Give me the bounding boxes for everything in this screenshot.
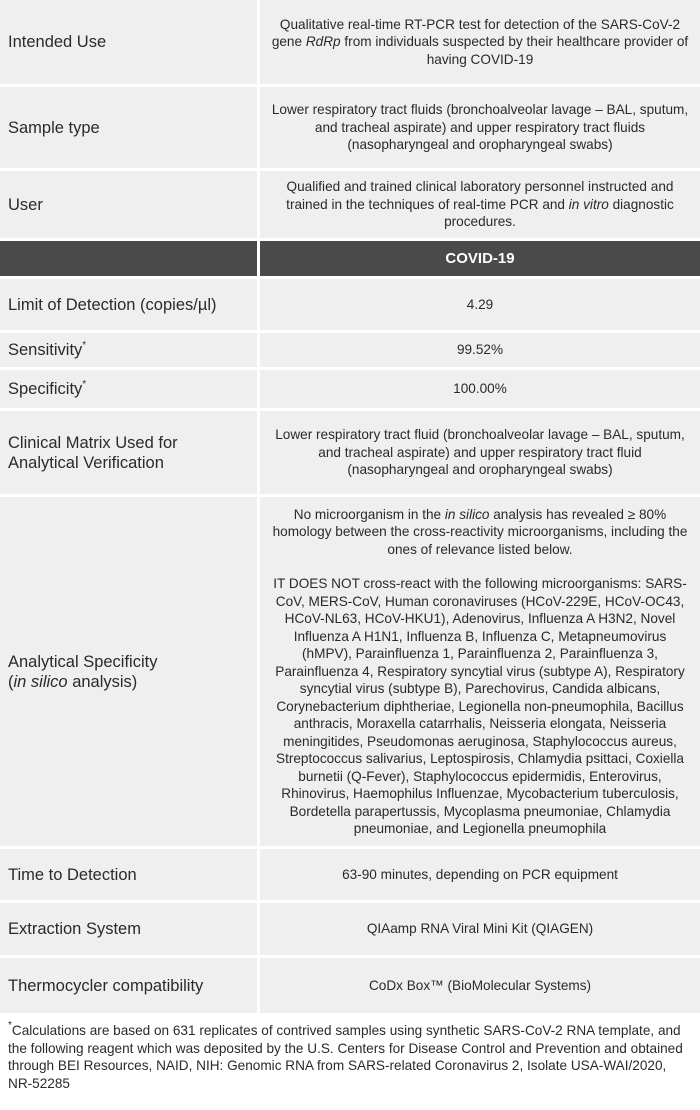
analytical-intro: No microorganism in the in silico analysis has revealed ≥ 80% homology between the cross-reactivity microorganisms, including the ones of relevance listed below. — [272, 506, 688, 557]
table-row — [0, 497, 700, 849]
table-row — [0, 411, 700, 497]
table-row — [0, 87, 700, 171]
column-title: COVID-19 — [260, 241, 700, 279]
sample-type-value: Lower respiratory tract fluids (bronchoalveolar lavage – BAL, sputum, and tracheal aspirate) and upper respiratory tract fluids (nasopharyngeal and oropharyngeal swabs) — [260, 87, 700, 171]
table-row — [0, 903, 700, 958]
footnote: *Calculations are based on 631 replicates of contrived samples using synthetic SARS-CoV-2 RNA template, and the following reagent which was deposited by the U.S. Centers for Disease Control and Prevention and obtained through BEI Resources, NAID, NIH: Genomic RNA from SARS-related Coronavirus 2, Isolate USA-WAI/2020, NR-52285 — [8, 1020, 683, 1091]
specificity-label: Specificity* — [0, 370, 260, 411]
cross-reactivity-list: IT DOES NOT cross-react with the following microorganisms: SARS-CoV, MERS-CoV, Human coronaviruses (HCoV-229E, HCoV-OC43, HCoV-NL63, HCoV-HKU1), Adenovirus, Influenza A H3N2, Novel Influenza A H1N1, Influenza B, Influenza C, Metapneumovirus (hMPV), Parainfluenza 1, Parainfluenza 2, Parainfluenza 3, Parainfluenza 4, Respiratory syncytial virus (subtype A), Respiratory syncytial virus (subtype B), Parechovirus, Candida albicans, Corynebacterium diphtheriae, Legionella non-pneumophila, Bacillus anthracis, Moraxella catarrhalis, Neisseria elongata, Neisseria meningitides, Pseudomonas aeruginosa, Staphylococcus aureus, Streptococcus salivarius, Leptospirosis, Chlamydia psittaci, Coxiella burnetii (Q-Fever), Staphylococcus epidermidis, Enterovirus, Rhinovirus, Haemophilus Influenzae, Mycobacterium tuberculosis, Bordetella parapertussis, Mycoplasma pneumoniae, Chlamydia pneumoniae, and Legionella pneumophila — [273, 576, 687, 836]
sensitivity-label: Sensitivity* — [0, 333, 260, 370]
gene-name: RdRp — [305, 34, 341, 50]
table-row — [0, 333, 700, 370]
user-label: User — [0, 171, 260, 241]
header-blank-cell — [0, 241, 260, 279]
table-row — [0, 171, 700, 241]
table-row — [0, 0, 700, 87]
lod-value: 4.29 — [260, 279, 700, 333]
table-row — [0, 958, 700, 1016]
extraction-system-label: Extraction System — [0, 903, 260, 958]
intended-use-label: Intended Use — [0, 0, 260, 87]
sensitivity-value: 99.52% — [260, 333, 700, 370]
clinical-matrix-label: Clinical Matrix Used for Analytical Verification — [0, 411, 260, 497]
table-row — [0, 370, 700, 411]
thermocycler-label: Thermocycler compatibility — [0, 958, 260, 1016]
lod-label: Limit of Detection (copies/µl) — [0, 279, 260, 333]
analytical-specificity-value — [260, 497, 700, 849]
table-row — [0, 279, 700, 333]
sample-type-label: Sample type — [0, 87, 260, 171]
specificity-value: 100.00% — [260, 370, 700, 411]
intended-use-value: Qualitative real-time RT-PCR test for detection of the SARS-CoV-2 gene RdRp from individuals suspected by their healthcare provider of having COVID-19 — [260, 0, 700, 87]
clinical-matrix-value: Lower respiratory tract fluid (bronchoalveolar lavage – BAL, sputum, and tracheal aspirate) and upper respiratory tract fluid (nasopharyngeal and oropharyngeal swabs) — [260, 411, 700, 497]
table-header-row — [0, 241, 700, 279]
extraction-system-value: QIAamp RNA Viral Mini Kit (QIAGEN) — [260, 903, 700, 958]
analytical-specificity-label: Analytical Specificity (in silico analysis) — [0, 497, 260, 849]
user-value: Qualified and trained clinical laboratory personnel instructed and trained in the techniques of real-time PCR and in vitro diagnostic procedures. — [260, 171, 700, 241]
thermocycler-value: CoDx Box™ (BioMolecular Systems) — [260, 958, 700, 1016]
table-row — [0, 849, 700, 903]
time-to-detection-label: Time to Detection — [0, 849, 260, 903]
time-to-detection-value: 63-90 minutes, depending on PCR equipment — [260, 849, 700, 903]
